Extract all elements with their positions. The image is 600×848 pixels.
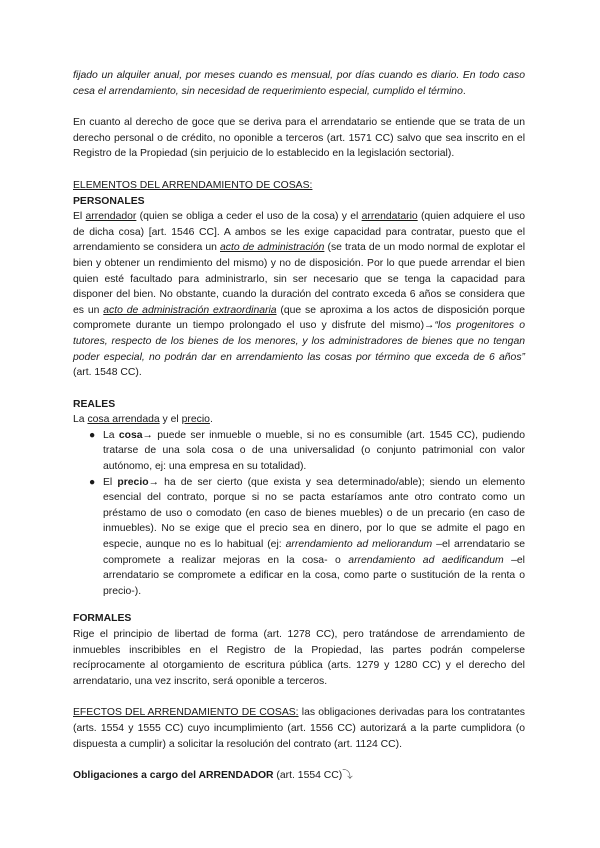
text-run: –el arrendatario se compromete a edificar en la cosa, como parte o sustitución de la renta o precio-). — [103, 554, 525, 597]
text-run: (art. 1548 CC). — [73, 367, 142, 379]
cosa-arrendada-term: cosa arrendada — [87, 414, 160, 426]
text-run: las obligaciones derivadas para los contratantes (arts. 1554 y 1555 CC) cuyo incumplimiento (art. 1556 CC) autorizará a la parte cumplidora (o dispuesta a cumplir) a solicitar la resolución del contrato (art. 1124 CC). — [73, 707, 525, 750]
curved-arrow-icon: ⤵ — [342, 770, 353, 782]
arrow-icon: → — [148, 476, 159, 488]
obligaciones-title: Obligaciones a cargo del ARRENDADOR — [73, 770, 274, 782]
text-run: ha de ser cierto (que exista y sea determinado/able); siendo un elemento esencial del contrato, porque si no se pacta estaríamos ante otro contrato como un préstamo de uso o comodato (en caso de bienes muebles) o de un precario (en caso de inmuebles). No se exige que el precio sea en dinero, por lo que se admite el pago en especie, aunque no es lo habitual (ej: — [103, 476, 525, 551]
precio-bold-term: precio — [117, 476, 149, 488]
personales-title-text: PERSONALES — [73, 195, 145, 207]
formales-title-text: FORMALES — [73, 613, 132, 625]
obligaciones-ref: (art. 1554 CC) — [273, 770, 343, 782]
list-item — [89, 475, 525, 600]
bullet-icon: ● — [89, 476, 96, 488]
goce-paragraph: En cuanto al derecho de goce que se deriva para el arrendatario se entiende que se trata de un derecho personal o de crédito, no oponible a terceros (art. 1571 CC) salvo que sea inscrito en el Registro de la Propiedad (sin perjuicio de lo establecido en la legislación sectorial). — [73, 117, 525, 160]
reales-intro — [73, 412, 525, 428]
obligaciones-heading — [73, 768, 525, 784]
formales-title — [73, 611, 525, 627]
personales-title — [73, 194, 525, 210]
precio-term: precio — [181, 414, 210, 426]
text-run: y el — [159, 414, 182, 426]
text-run: El — [73, 211, 86, 223]
arrendatario-term: arrendatario — [361, 211, 418, 223]
bullet-icon: ● — [89, 429, 96, 441]
text-run: –el arrendatario se compromete a realizar mejoras en la cosa- o — [103, 539, 525, 566]
elementos-heading — [73, 178, 525, 194]
formales-paragraph: Rige el principio de libertad de forma (art. 1278 CC), pero tratándose de arrendamiento de inmuebles inscribibles en el Registro de la Propiedad, las partes podrán compelerse recíprocamente al otorgamiento de escritura pública (arts. 1279 y 1280 CC) y el derecho del arrendatario, una vez inscrito, será oponible a terceros. — [73, 629, 525, 687]
cosa-term: cosa — [118, 429, 143, 441]
text-run: (se trata de un modo normal de explotar el bien y obtener un rendimiento del mismo) y no de disposición. Por lo que puede arrendar el bien quien esté facultado para administrarlo, sin ser necesario que se tenga la capacidad para disponer del bien. No obstante, cuando la duración del contrato exceda 6 años se considera que es un — [73, 242, 525, 316]
efectos-heading: EFECTOS DEL ARRENDAMIENTO DE COSAS: — [73, 707, 299, 719]
text-run: puede ser inmueble o mueble, si no es consumible (art. 1545 CC), pudiendo tratarse de una sola cosa o de una universalidad (o conjunto patrimonial con valor autónomo, ej: una empresa en su totalidad). — [103, 429, 525, 473]
text-run: El — [103, 476, 118, 488]
text-run: (quien se obliga a ceder el uso de la cosa) y el — [136, 211, 362, 223]
reales-title-text: REALES — [73, 398, 116, 410]
acto-extraordinaria-term: acto de administración extraordinaria — [103, 304, 277, 316]
text-run: (que se aproxima a los actos de disposición porque compromete durante un tiempo prolongado el uso y disfrute del mismo)→ — [73, 304, 525, 332]
intro-end: . — [462, 85, 466, 97]
acto-administracion-term: acto de administración — [220, 242, 325, 254]
ad-meliorandum-term: arrendamiento ad meliorandum — [285, 539, 433, 551]
ad-aedificandum-term: arrendamiento ad aedificandum — [348, 554, 504, 566]
arrendador-term: arrendador — [85, 211, 137, 223]
text-run: La — [103, 429, 119, 441]
reales-title — [73, 397, 525, 413]
intro-paragraph — [73, 68, 525, 99]
art-1548-quote: “los progenitores o tutores, respecto de los bienes de los menores, y los administradores de bienes que no tengan poder especial, no podrán dar en arrendamiento las cosas por término que exceda de 6 años” — [73, 320, 525, 363]
text-run: . — [209, 414, 213, 426]
personales-paragraph — [73, 209, 525, 381]
text-run: La — [73, 414, 88, 426]
reales-list — [73, 428, 525, 600]
elementos-heading-text: ELEMENTOS DEL ARRENDAMIENTO DE COSAS: — [73, 179, 313, 191]
arrow-icon: → — [142, 429, 153, 441]
intro-italic: fijado un alquiler anual, por meses cuando es mensual, por días cuando es diario. En todo caso cesa el arrendamiento, sin necesidad de requerimiento especial, cumplido el término — [73, 70, 525, 97]
text-run: (quien adquiere el uso de dicha cosa) [art. 1546 CC]. A ambos se les exige capacidad para contratar, puesto que el arrendamiento se considera un — [73, 211, 525, 254]
list-item — [89, 428, 525, 475]
efectos-paragraph — [73, 705, 525, 752]
